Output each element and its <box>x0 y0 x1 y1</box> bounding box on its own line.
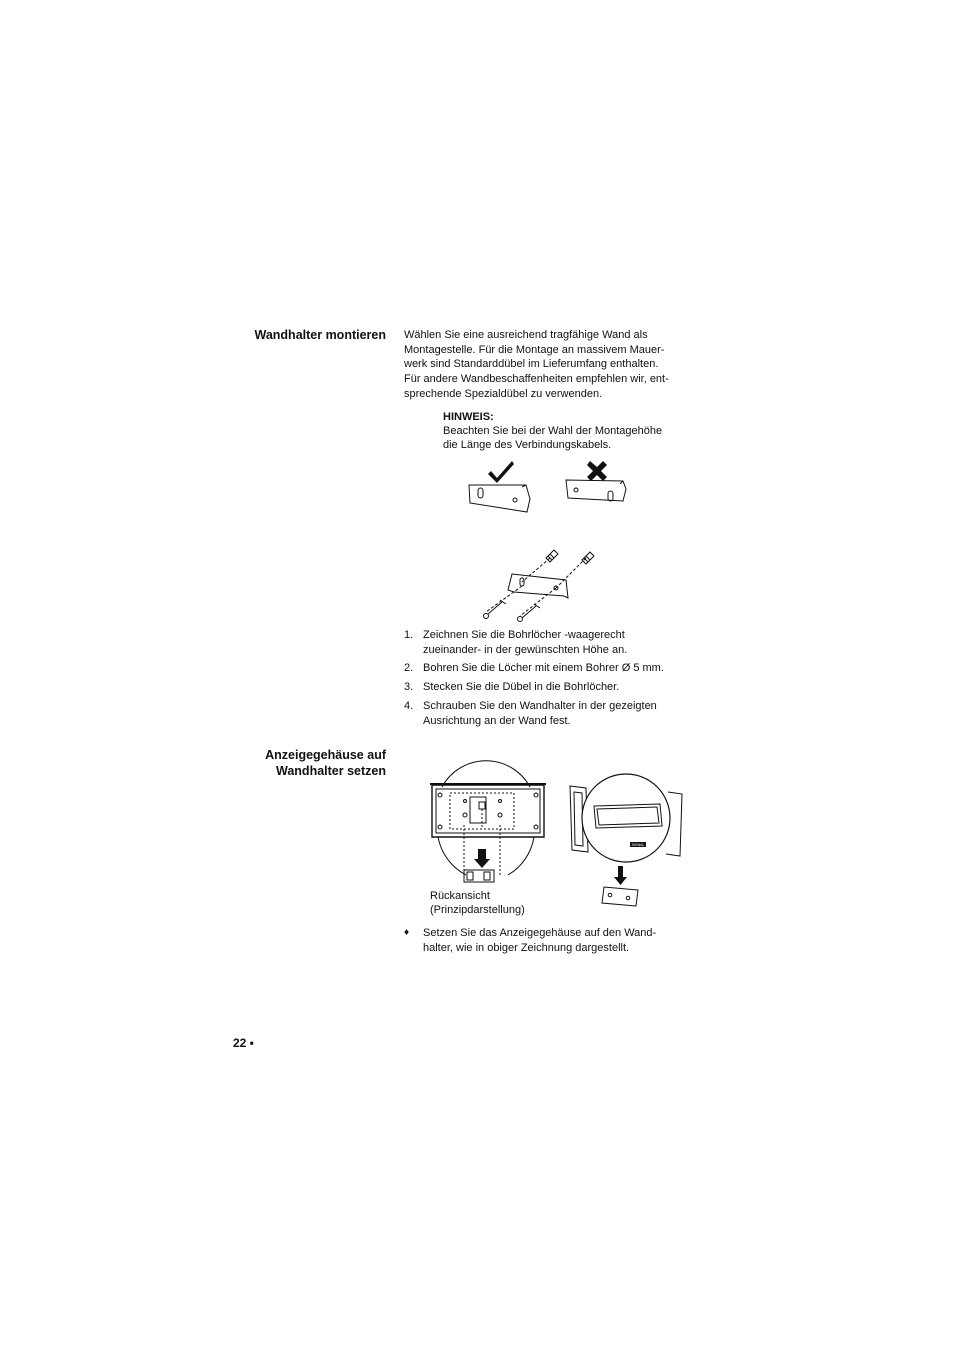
section-heading-wandhalter-montieren: Wandhalter montieren <box>254 328 386 342</box>
step-item <box>404 628 704 657</box>
step-line: Stecken Sie die Dübel in die Bohrlöcher. <box>423 681 620 694</box>
page-number: 22 • <box>233 1036 254 1050</box>
guide-line <box>486 586 522 612</box>
bracket-bottom <box>602 887 638 906</box>
bracket <box>508 574 568 598</box>
orientation-figure <box>460 455 640 520</box>
steps-list <box>404 628 704 732</box>
bullet-line: halter, wie in obiger Zeichnung dargestellt. <box>423 941 630 954</box>
caption-line: (Prinzipdarstellung) <box>430 904 525 916</box>
note-line: die Länge des Verbindungskabels. <box>443 439 612 451</box>
mounting-figure <box>478 546 598 620</box>
step-item <box>404 680 704 695</box>
heading-line: Anzeigegehäuse auf <box>265 748 386 762</box>
figure-caption <box>430 889 525 917</box>
bracket-incorrect <box>566 480 626 501</box>
diamond-bullet-icon: ♦ <box>404 927 410 938</box>
intro-paragraph <box>404 328 704 402</box>
instruction-bullet <box>404 926 723 955</box>
step-number: 3. <box>404 681 414 694</box>
checkmark-icon <box>488 461 514 483</box>
step-number: 2. <box>404 662 414 675</box>
step-line: Ausrichtung an der Wand fest. <box>423 714 571 727</box>
cross-icon <box>587 461 607 481</box>
step-line: Zeichnen Sie die Bohrlöcher -waagerecht <box>423 629 625 641</box>
step-line: Schrauben Sie den Wandhalter in der gezeigten <box>423 699 657 712</box>
dowel-right <box>582 552 594 564</box>
arrow-down-icon <box>474 849 490 868</box>
intro-line: Montagestelle. Für die Montage an massivem Mauer- <box>404 343 665 356</box>
intro-line: werk sind Standarddübel im Lieferumfang enthalten. <box>404 358 659 371</box>
bracket-correct <box>469 485 530 512</box>
screw-left <box>484 600 507 619</box>
screw-right <box>518 604 541 622</box>
intro-line: Wählen Sie eine ausreichend tragfähige Wand als <box>404 329 648 341</box>
guide-line <box>520 588 556 616</box>
arrow-down-icon <box>614 866 627 885</box>
rear-view-figure <box>428 765 548 887</box>
note-box <box>443 410 703 452</box>
front-view-figure <box>566 772 686 907</box>
step-number: 4. <box>404 699 414 712</box>
brand-mark-label: SIGNAL <box>631 843 645 847</box>
bullet-line: Setzen Sie das Anzeigegehäuse auf den Wand- <box>423 927 657 939</box>
note-line: Beachten Sie bei der Wahl der Montagehöhe <box>443 425 663 437</box>
section-heading-anzeigegehaeuse <box>200 747 386 779</box>
dowel-left <box>546 550 558 562</box>
note-title: HINWEIS: <box>443 411 494 423</box>
intro-line: sprechende Spezialdübel zu verwenden. <box>404 387 603 400</box>
caption-line: Rückansicht <box>430 890 490 902</box>
step-line: Bohren Sie die Löcher mit einem Bohrer Ø 5 mm. <box>423 662 664 675</box>
guide-line <box>556 558 586 588</box>
step-line: zueinander- in der gewünschten Höhe an. <box>423 643 628 656</box>
step-item <box>404 699 704 728</box>
guide-line <box>522 558 550 582</box>
step-number: 1. <box>404 629 414 641</box>
intro-line: Für andere Wandbeschaffenheiten empfehlen wir, ent- <box>404 373 669 386</box>
heading-line: Wandhalter setzen <box>276 764 386 778</box>
step-item <box>404 661 704 676</box>
